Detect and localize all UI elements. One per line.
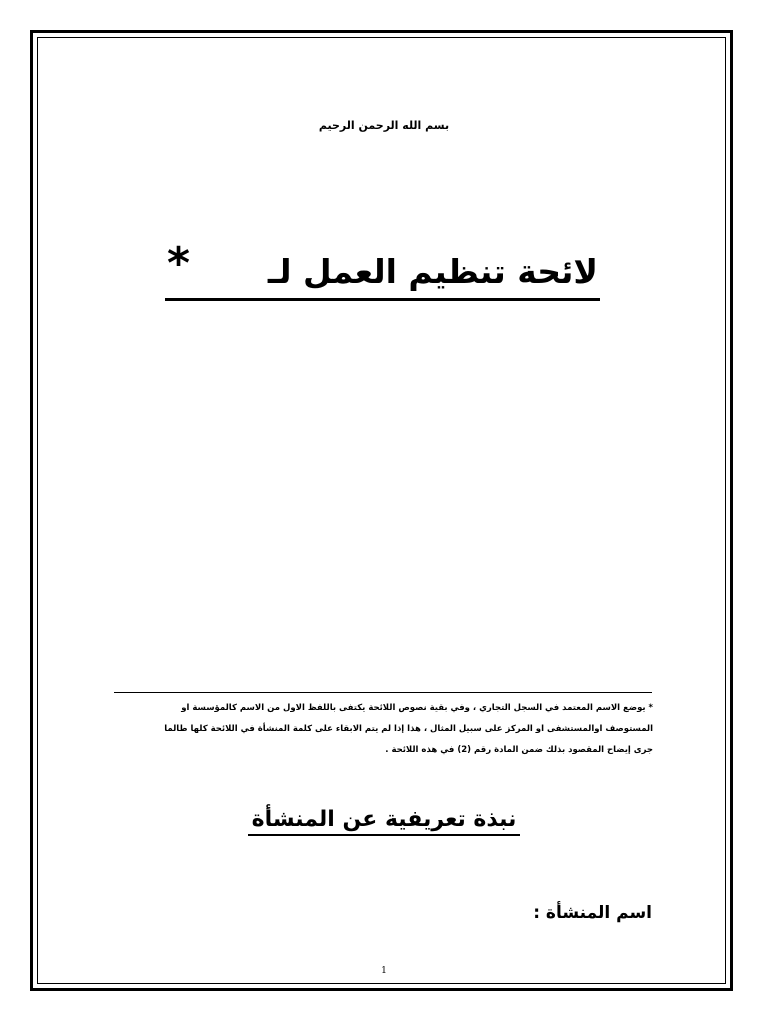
page-border-inner	[37, 37, 726, 984]
footnote-separator	[114, 692, 652, 693]
basmala: بسم الله الرحمن الرحيم	[318, 119, 450, 132]
section-heading	[0, 806, 768, 836]
establishment-name-label: اسم المنشأة :	[533, 903, 652, 923]
section-heading-text: نبذة تعريفية عن المنشأة	[248, 806, 521, 836]
document-title	[165, 238, 600, 301]
footnote-line: المستوصف اوالمستشفى او المركز على سبيل المثال ، هذا إذا لم يتم الابقاء على كلمة المنشأة في اللائحة كلها طالما	[164, 724, 653, 734]
footnote-line: جرى إيضاح المقصود بذلك ضمن المادة رقم (2) في هذه اللائحة .	[385, 745, 653, 755]
title-text: لائحة تنظيم العمل لـ	[267, 252, 598, 291]
title-asterisk: *	[167, 238, 191, 289]
footnote	[112, 698, 653, 761]
footnote-line: * يوضع الاسم المعتمد في السجل التجاري ، وفي بقية نصوص اللائحة يكتفى باللفظ الاول من الاسم كالمؤسسة او	[181, 703, 653, 713]
page-number: 1	[381, 966, 387, 976]
